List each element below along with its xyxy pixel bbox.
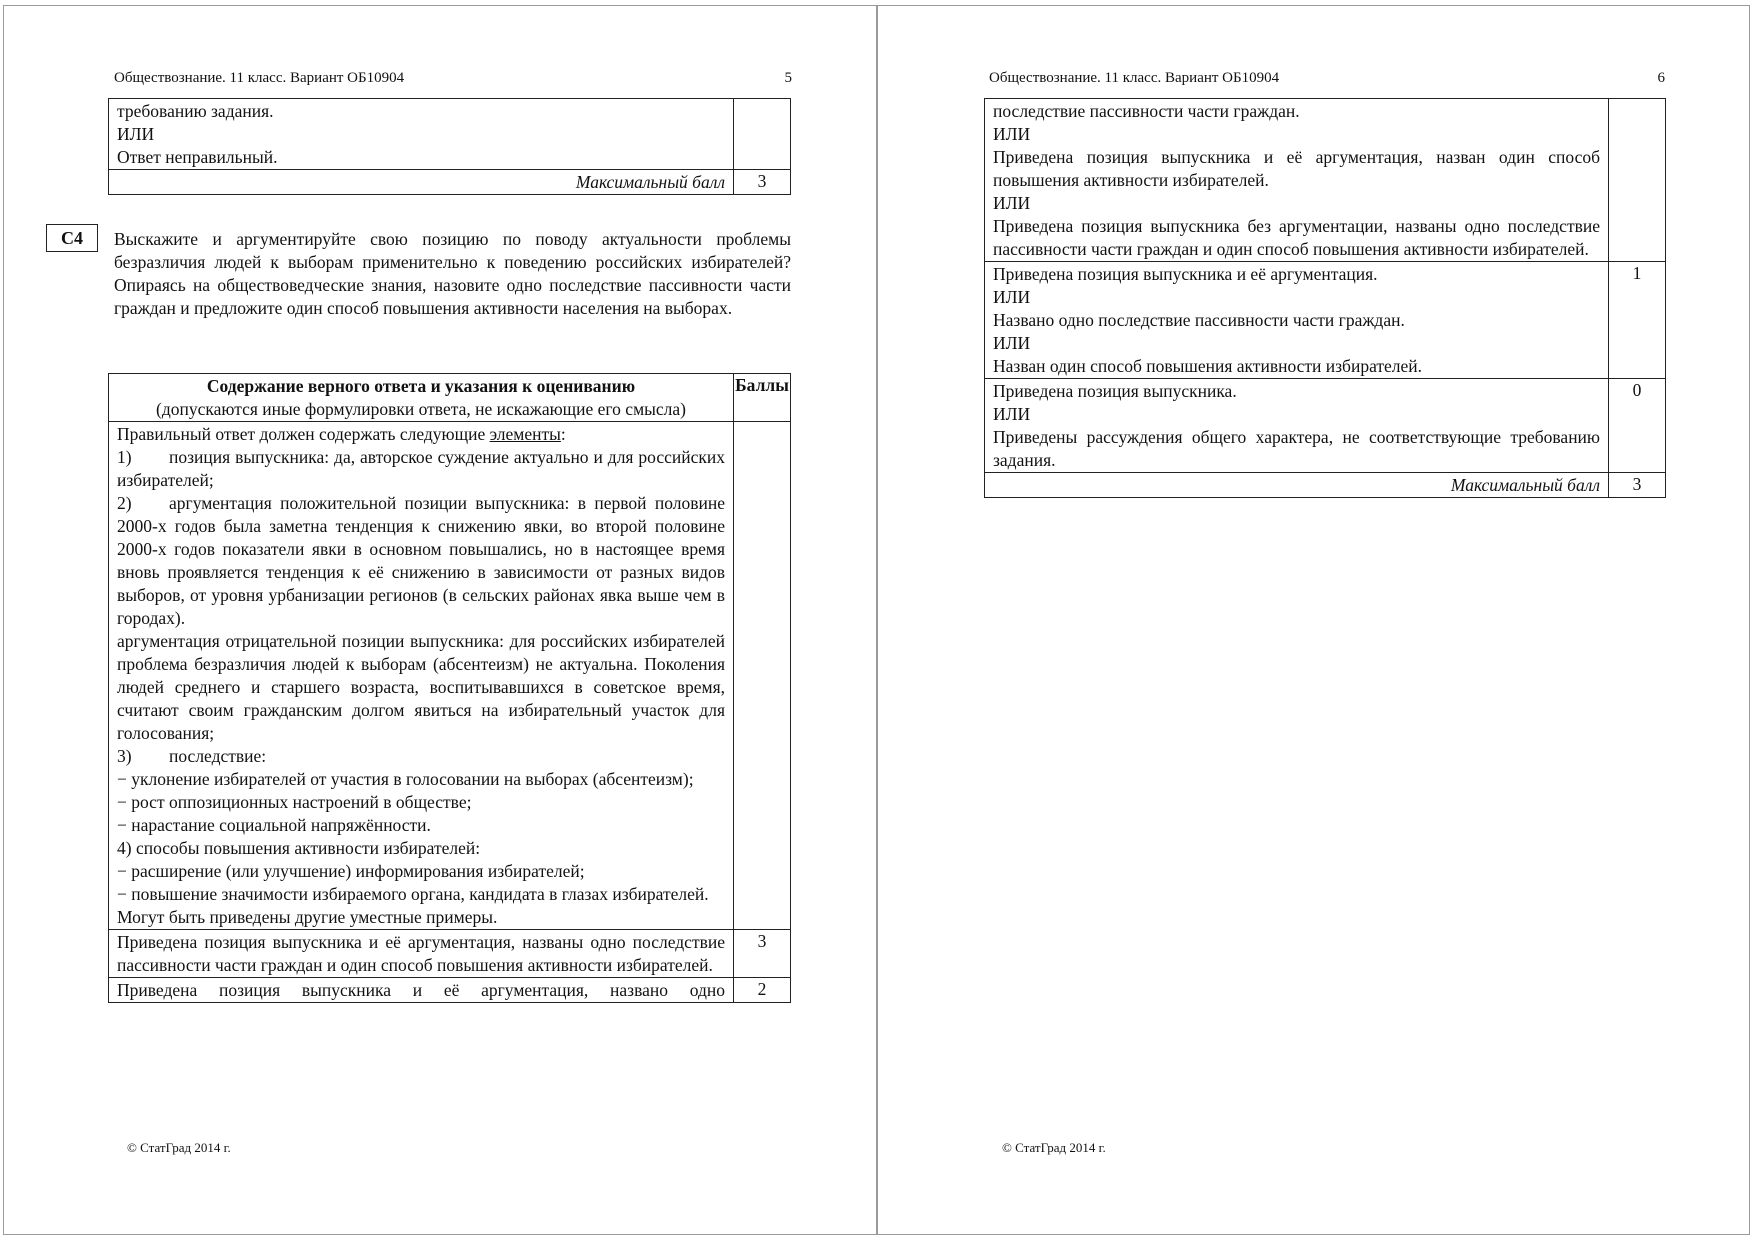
- table-header-points: Баллы: [734, 374, 791, 422]
- max-score-label: Максимальный балл: [985, 473, 1609, 498]
- text-line: ИЛИ: [993, 193, 1031, 213]
- page-header: [114, 70, 792, 87]
- criteria-1-points: 1: [1609, 262, 1666, 379]
- text-line: требованию задания.: [117, 101, 274, 121]
- text-line: Ответ неправильный.: [117, 147, 278, 167]
- criteria-3-text: Приведена позиция выпускника и её аргументация, названы одно последствие пассивности части граждан и один способ повышения активности избирателей.: [109, 930, 734, 978]
- intro-prefix: Правильный ответ должен содержать следующие: [117, 424, 490, 444]
- previous-task-table-tail: [108, 98, 791, 195]
- consequence: − уклонение избирателей от участия в голосовании на выборах (абсентеизм);: [117, 769, 694, 789]
- intro-elements: элементы: [489, 424, 561, 444]
- grading-table-continued: [984, 98, 1666, 498]
- item-text: позиция выпускника: да, авторское суждение актуально и для российских избирателей;: [117, 447, 725, 490]
- page-left: [3, 5, 877, 1235]
- page-number: 5: [784, 70, 792, 86]
- max-score-value: 3: [1609, 473, 1666, 498]
- points-cell: [734, 422, 791, 930]
- header-bold: Содержание верного ответа и указания к оцениванию: [206, 376, 636, 396]
- text-line: последствие пассивности части граждан.: [993, 101, 1300, 121]
- max-score-label: Максимальный балл: [109, 170, 734, 195]
- text-line: ИЛИ: [993, 124, 1031, 144]
- consequence: − нарастание социальной напряжённости.: [117, 815, 431, 835]
- answer-item-3: [117, 745, 725, 768]
- criteria-2-continued: [985, 99, 1609, 262]
- text-line: Приведена позиция выпускника.: [993, 381, 1237, 401]
- points-cell: [1609, 99, 1666, 262]
- header-note: (допускаются иные формулировки ответа, не искажающие его смысла): [156, 399, 686, 419]
- header-title: Обществознание. 11 класс. Вариант ОБ10904: [989, 70, 1280, 86]
- header-title: Обществознание. 11 класс. Вариант ОБ10904: [114, 70, 405, 86]
- item-text: последствие:: [169, 746, 267, 766]
- grading-table: [108, 373, 791, 1003]
- answer-intro: [117, 423, 725, 446]
- text-line: ИЛИ: [993, 287, 1031, 307]
- intro-suffix: :: [560, 424, 566, 444]
- text-line: Приведена позиция выпускника без аргументации, названы одно последствие пассивности части граждан и один способ повышения активности избирателей.: [993, 216, 1600, 259]
- text-line: Названо одно последствие пассивности части граждан.: [993, 310, 1405, 330]
- task-text: Выскажите и аргументируйте свою позицию по поводу актуальности проблемы безразличия людей к выборам применительно к поведению российских избирателей? Опираясь на обществоведческие знания, назовите одно последствие пассивности части граждан и предложите один способ повышения активности населения на выборах.: [114, 229, 791, 318]
- footer-copyright: © СтатГрад 2014 г.: [1002, 1140, 1106, 1155]
- answer-item-4: 4) способы повышения активности избирателей:: [117, 838, 481, 858]
- text-line: Приведены рассуждения общего характера, не соответствующие требованию задания.: [993, 427, 1600, 470]
- footer-copyright: © СтатГрад 2014 г.: [127, 1140, 231, 1155]
- answer-content: [109, 422, 734, 930]
- text-line: ИЛИ: [993, 333, 1031, 353]
- answer-item-2: [117, 492, 725, 630]
- points-cell: [734, 99, 791, 170]
- item-number: 1): [117, 447, 132, 467]
- text-line: Назван один способ повышения активности избирателей.: [993, 356, 1423, 376]
- item-text: аргументация положительной позиции выпускника: в первой половине 2000-х годов была заметна тенденция к снижению явки, во второй половине 2000-х годов показатели явки в основном повышались, но в настоящее время вновь проявляется тенденция к её снижению в зависимости от разных видов выборов, от уровня урбанизации регионов (в сельских районах явка выше чем в городах).: [117, 493, 725, 628]
- method: − расширение (или улучшение) информирования избирателей;: [117, 861, 585, 881]
- answer-item-2b: аргументация отрицательной позиции выпускника: для российских избирателей проблема безразличия людей к выборам (абсентеизм) не актуальна. Поколения людей среднего и старшего возраста, воспитывавшихся в советское время, считают своим гражданским долгом явиться на избирательный участок для голосования;: [117, 631, 725, 743]
- other-examples-note: Могут быть приведены другие уместные примеры.: [117, 907, 498, 927]
- max-score-value: 3: [734, 170, 791, 195]
- criteria-1-text: [985, 262, 1609, 379]
- page-right: [877, 5, 1750, 1235]
- text-line: ИЛИ: [993, 404, 1031, 424]
- item-number: 2): [117, 493, 132, 513]
- text-line: Приведена позиция выпускника и её аргументация.: [993, 264, 1378, 284]
- criteria-3-points: 3: [734, 930, 791, 978]
- answer-item-1: [117, 446, 725, 492]
- table-header-content: [109, 374, 734, 422]
- text-line: Приведена позиция выпускника и её аргументация, назван один способ повышения активности избирателей.: [993, 147, 1600, 190]
- page-number: 6: [1657, 70, 1665, 86]
- criteria-0-points: 0: [1609, 379, 1666, 473]
- page-header: [989, 70, 1665, 87]
- task-code-badge: С4: [46, 224, 98, 252]
- previous-task-text: [109, 99, 734, 170]
- consequence: − рост оппозиционных настроений в обществе;: [117, 792, 472, 812]
- item-number: 3): [117, 746, 132, 766]
- text-line: ИЛИ: [117, 124, 155, 144]
- method: − повышение значимости избираемого органа, кандидата в глазах избирателей.: [117, 884, 709, 904]
- criteria-0-text: [985, 379, 1609, 473]
- criteria-2-text: Приведена позиция выпускника и её аргументация, названо одно: [109, 978, 734, 1003]
- criteria-2-points: 2: [734, 978, 791, 1003]
